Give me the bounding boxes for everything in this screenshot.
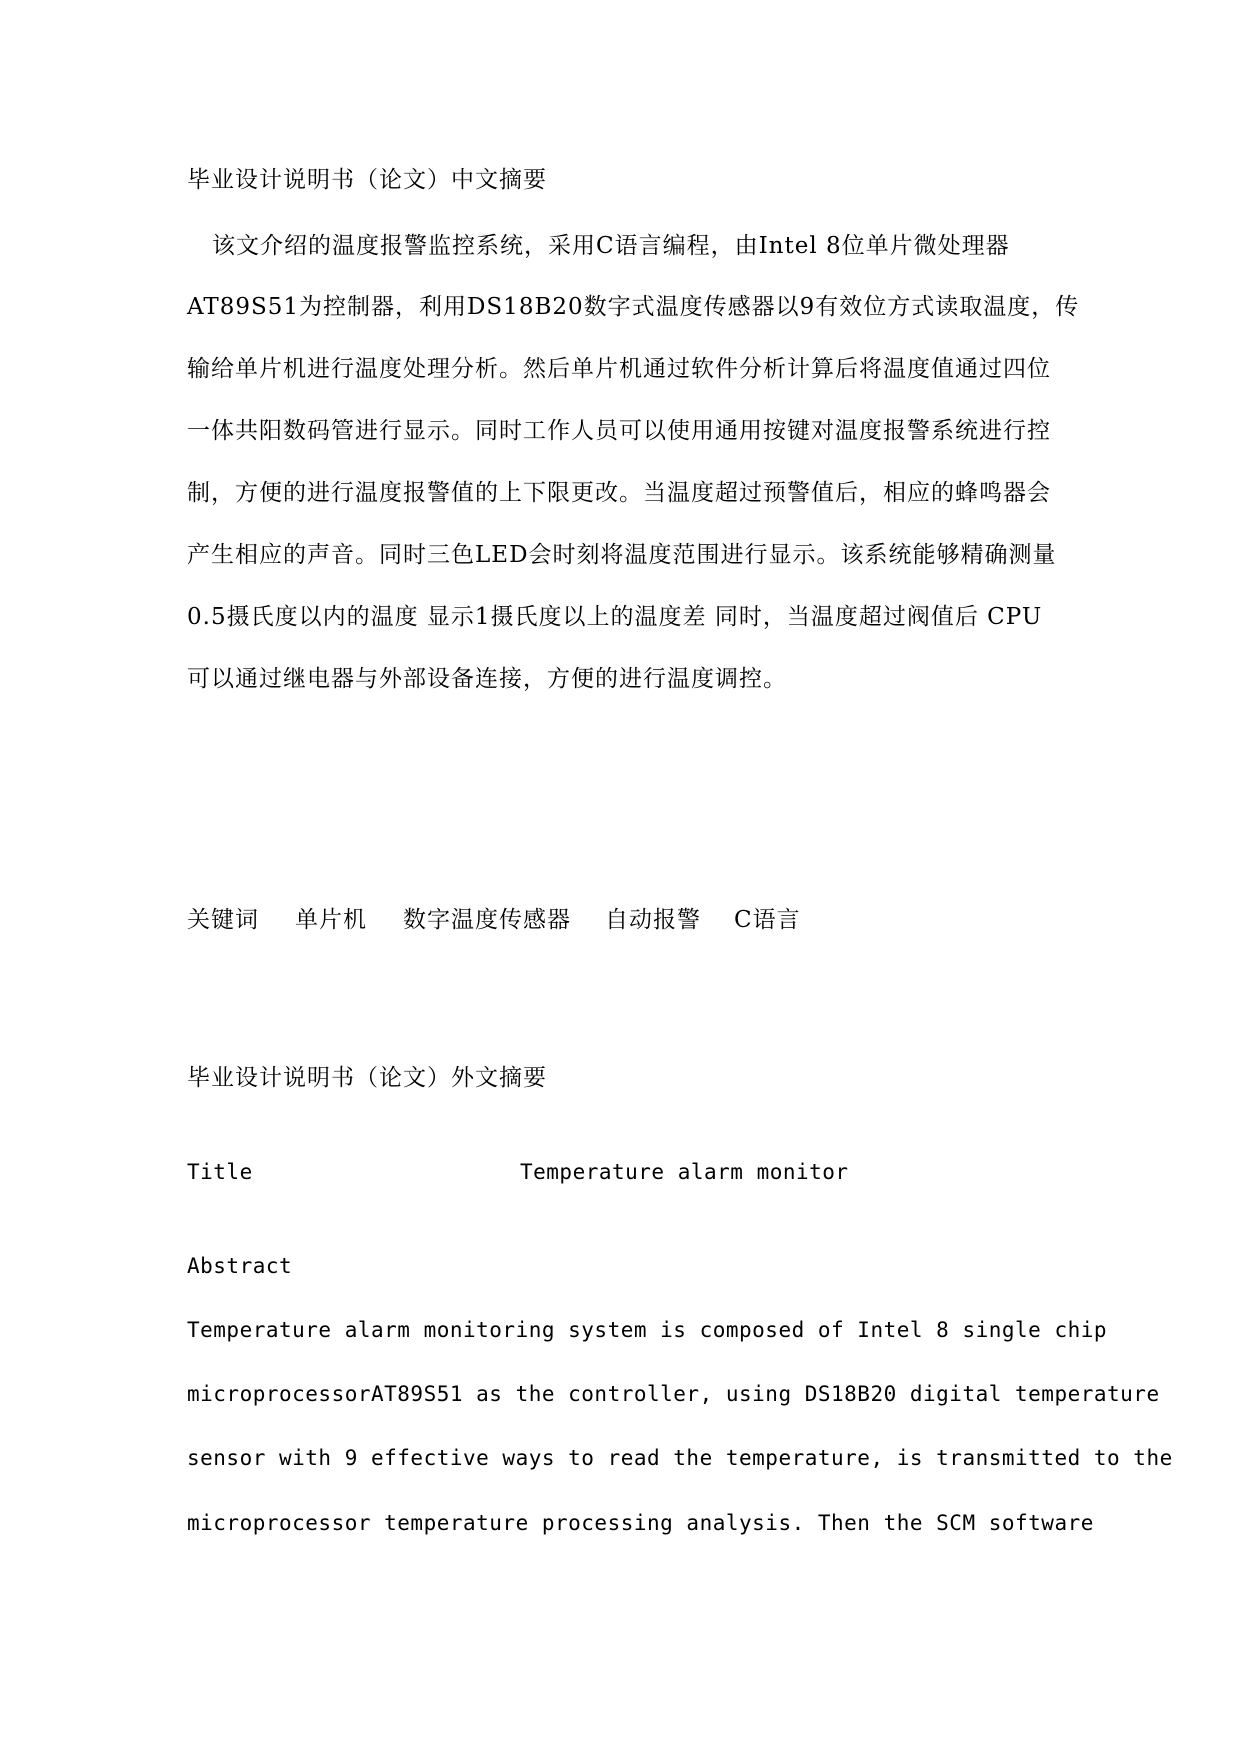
title-label: Title <box>187 1160 253 1184</box>
keyword-item: 单片机 <box>295 907 367 933</box>
keyword-item: 自动报警 <box>605 907 701 933</box>
title-value: Temperature alarm monitor <box>520 1160 849 1184</box>
keywords-label: 关键词 <box>187 907 259 933</box>
title-row <box>187 1157 1087 1187</box>
keyword-item: 数字温度传感器 <box>403 907 571 933</box>
cn-abstract-line: 一体共阳数码管进行显示。同时工作人员可以使用通用按键对温度报警系统进行控 <box>187 418 1051 444</box>
cn-abstract-heading: 毕业设计说明书（论文）中文摘要 <box>187 167 547 193</box>
cn-abstract-line: 0.5摄氏度以内的温度 显示1摄氏度以上的温度差 同时，当温度超过阀值后 CPU <box>187 604 1043 630</box>
keywords-row <box>187 905 1087 935</box>
en-abstract-line: Temperature alarm monitoring system is composed of Intel 8 single chip <box>187 1318 1108 1342</box>
cn-abstract-line: AT89S51为控制器，利用DS18B20数字式温度传感器以9有效位方式读取温度，传 <box>187 294 1080 320</box>
cn-abstract-line: 输给单片机进行温度处理分析。然后单片机通过软件分析计算后将温度值通过四位 <box>187 356 1051 382</box>
cn-abstract-line: 可以通过继电器与外部设备连接，方便的进行温度调控。 <box>187 666 787 692</box>
en-abstract-heading: 毕业设计说明书（论文）外文摘要 <box>187 1065 547 1091</box>
cn-abstract-line: 制，方便的进行温度报警值的上下限更改。当温度超过预警值后，相应的蜂鸣器会 <box>187 480 1051 506</box>
en-abstract-line: sensor with 9 effective ways to read the temperature, is transmitted to the <box>187 1446 1173 1470</box>
keyword-item: C语言 <box>734 907 801 933</box>
cn-abstract-line: 该文介绍的温度报警监控系统，采用C语言编程，由Intel 8位单片微处理器 <box>212 233 1010 259</box>
cn-abstract-line: 产生相应的声音。同时三色LED会时刻将温度范围进行显示。该系统能够精确测量 <box>187 542 1057 568</box>
en-abstract-line: microprocessor temperature processing analysis. Then the SCM software <box>187 1511 1094 1535</box>
en-abstract-line: microprocessorAT89S51 as the controller, using DS18B20 digital temperature <box>187 1382 1160 1406</box>
abstract-label: Abstract <box>187 1254 293 1278</box>
